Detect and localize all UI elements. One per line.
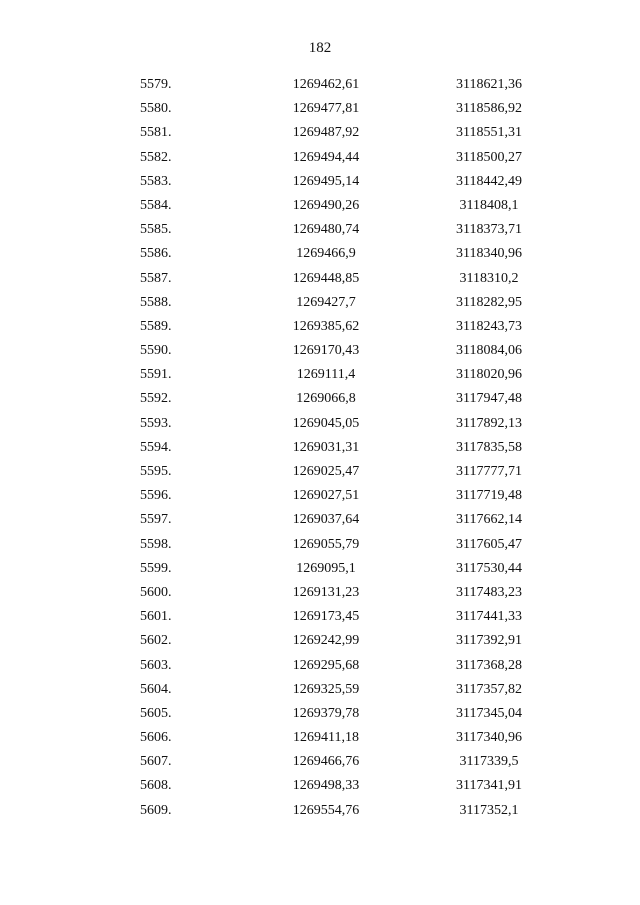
coordinate-y: 3118084,06	[456, 343, 522, 359]
coordinate-x: 1269554,76	[292, 802, 360, 818]
table-row	[0, 412, 640, 436]
point-number: 5602.	[140, 633, 172, 649]
table-row	[0, 73, 640, 97]
table-row	[0, 218, 640, 242]
table-row	[0, 605, 640, 629]
table-row	[0, 315, 640, 339]
table-row	[0, 702, 640, 726]
coordinate-x: 1269379,78	[292, 705, 360, 721]
coordinate-y: 3117777,71	[456, 464, 522, 479]
coordinate-y: 3117368,28	[456, 657, 522, 673]
point-number: 5595.	[140, 464, 172, 479]
coordinate-x: 1269466,9	[296, 246, 356, 262]
point-number: 5603.	[140, 657, 172, 673]
table-row	[0, 726, 640, 750]
coordinate-x: 1269494,44	[292, 149, 360, 165]
point-number: 5600.	[140, 584, 172, 600]
table-row	[0, 774, 640, 798]
point-number: 5599.	[140, 560, 172, 576]
coordinate-x: 1269477,81	[292, 101, 360, 117]
coordinate-y: 3118282,95	[456, 294, 522, 310]
coordinate-x: 1269480,74	[292, 222, 360, 238]
coordinate-x: 1269170,43	[292, 343, 360, 359]
coordinate-y: 3117345,04	[456, 705, 522, 721]
table-row	[0, 242, 640, 266]
table-row	[0, 581, 640, 605]
coordinate-y: 3118310,2	[459, 270, 519, 286]
coordinate-y: 3117341,91	[456, 778, 522, 794]
coordinate-x: 1269487,92	[292, 125, 360, 141]
point-number: 5579.	[140, 77, 172, 92]
point-number: 5608.	[140, 778, 172, 794]
coordinate-y: 3117339,5	[459, 754, 519, 770]
coordinate-y: 3117530,44	[456, 560, 522, 576]
coordinate-x: 1269498,33	[292, 778, 360, 794]
coordinate-y: 3117719,48	[456, 488, 522, 504]
coordinate-y: 3117605,47	[456, 536, 522, 552]
coordinate-y: 3117892,13	[456, 415, 522, 431]
coordinate-x: 1269466,76	[292, 754, 360, 770]
coordinate-x: 1269095,1	[296, 560, 356, 576]
point-number: 5588.	[140, 294, 172, 310]
coordinate-x: 1269131,23	[292, 584, 360, 600]
point-number: 5583.	[140, 173, 172, 189]
table-row	[0, 97, 640, 121]
point-number: 5582.	[140, 149, 172, 165]
coordinate-y: 3118373,71	[456, 222, 522, 238]
point-number: 5604.	[140, 681, 172, 697]
table-row	[0, 387, 640, 411]
point-number: 5605.	[140, 705, 172, 721]
coordinates-table	[0, 73, 640, 823]
coordinate-y: 3117483,23	[456, 584, 522, 600]
point-number: 5590.	[140, 343, 172, 359]
point-number: 5607.	[140, 754, 172, 770]
coordinate-x: 1269111,4	[296, 367, 356, 383]
coordinate-y: 3117835,58	[456, 439, 522, 455]
coordinate-x: 1269027,51	[292, 488, 360, 504]
table-row	[0, 291, 640, 315]
coordinate-x: 1269385,62	[292, 318, 360, 334]
point-number: 5592.	[140, 391, 172, 407]
coordinate-y: 3117441,33	[456, 609, 522, 625]
point-number: 5609.	[140, 802, 172, 818]
table-row	[0, 508, 640, 532]
coordinate-x: 1269031,31	[292, 439, 360, 455]
coordinate-x: 1269025,47	[292, 464, 360, 479]
point-number: 5584.	[140, 197, 172, 213]
point-number: 5594.	[140, 439, 172, 455]
coordinate-y: 3117352,1	[459, 802, 519, 818]
coordinate-x: 1269037,64	[292, 512, 360, 528]
coordinate-y: 3117392,91	[456, 633, 522, 649]
coordinate-x: 1269325,59	[292, 681, 360, 697]
table-row	[0, 484, 640, 508]
table-row	[0, 194, 640, 218]
table-row	[0, 750, 640, 774]
coordinate-y: 3118408,1	[459, 197, 519, 213]
coordinate-y: 3118020,96	[456, 367, 522, 383]
coordinate-y: 3117662,14	[456, 512, 522, 528]
table-row	[0, 460, 640, 484]
coordinate-y: 3118500,27	[456, 149, 522, 165]
table-row	[0, 629, 640, 653]
page-number: 182	[308, 40, 332, 56]
point-number: 5606.	[140, 730, 172, 746]
coordinate-y: 3118243,73	[456, 318, 522, 334]
coordinate-x: 1269495,14	[292, 173, 360, 189]
point-number: 5580.	[140, 101, 172, 117]
coordinate-x: 1269448,85	[292, 270, 360, 286]
coordinate-x: 1269462,61	[292, 77, 360, 92]
coordinate-y: 3118621,36	[456, 77, 522, 92]
table-row	[0, 678, 640, 702]
table-row	[0, 363, 640, 387]
coordinate-x: 1269411,18	[293, 730, 359, 746]
point-number: 5596.	[140, 488, 172, 504]
table-row	[0, 121, 640, 145]
coordinate-x: 1269427,7	[296, 294, 356, 310]
coordinate-y: 3117340,96	[456, 730, 522, 746]
coordinate-y: 3118442,49	[456, 173, 522, 189]
coordinate-x: 1269242,99	[292, 633, 360, 649]
table-row	[0, 436, 640, 460]
coordinate-x: 1269045,05	[292, 415, 360, 431]
coordinate-y: 3118551,31	[456, 125, 522, 141]
point-number: 5591.	[140, 367, 172, 383]
coordinate-y: 3118586,92	[456, 101, 522, 117]
coordinate-x: 1269295,68	[292, 657, 360, 673]
point-number: 5585.	[140, 222, 172, 238]
coordinate-x: 1269066,8	[296, 391, 356, 407]
point-number: 5598.	[140, 536, 172, 552]
coordinate-y: 3117357,82	[456, 681, 522, 697]
table-row	[0, 267, 640, 291]
coordinate-x: 1269173,45	[292, 609, 360, 625]
table-row	[0, 339, 640, 363]
table-row	[0, 533, 640, 557]
point-number: 5597.	[140, 512, 172, 528]
point-number: 5589.	[140, 318, 172, 334]
table-row	[0, 557, 640, 581]
table-row	[0, 170, 640, 194]
table-row	[0, 799, 640, 823]
table-row	[0, 146, 640, 170]
point-number: 5593.	[140, 415, 172, 431]
point-number: 5587.	[140, 270, 172, 286]
coordinate-y: 3118340,96	[456, 246, 522, 262]
point-number: 5601.	[140, 609, 172, 625]
coordinate-x: 1269490,26	[292, 197, 360, 213]
coordinate-x: 1269055,79	[292, 536, 360, 552]
point-number: 5586.	[140, 246, 172, 262]
coordinate-y: 3117947,48	[456, 391, 522, 407]
point-number: 5581.	[140, 125, 172, 141]
table-row	[0, 654, 640, 678]
